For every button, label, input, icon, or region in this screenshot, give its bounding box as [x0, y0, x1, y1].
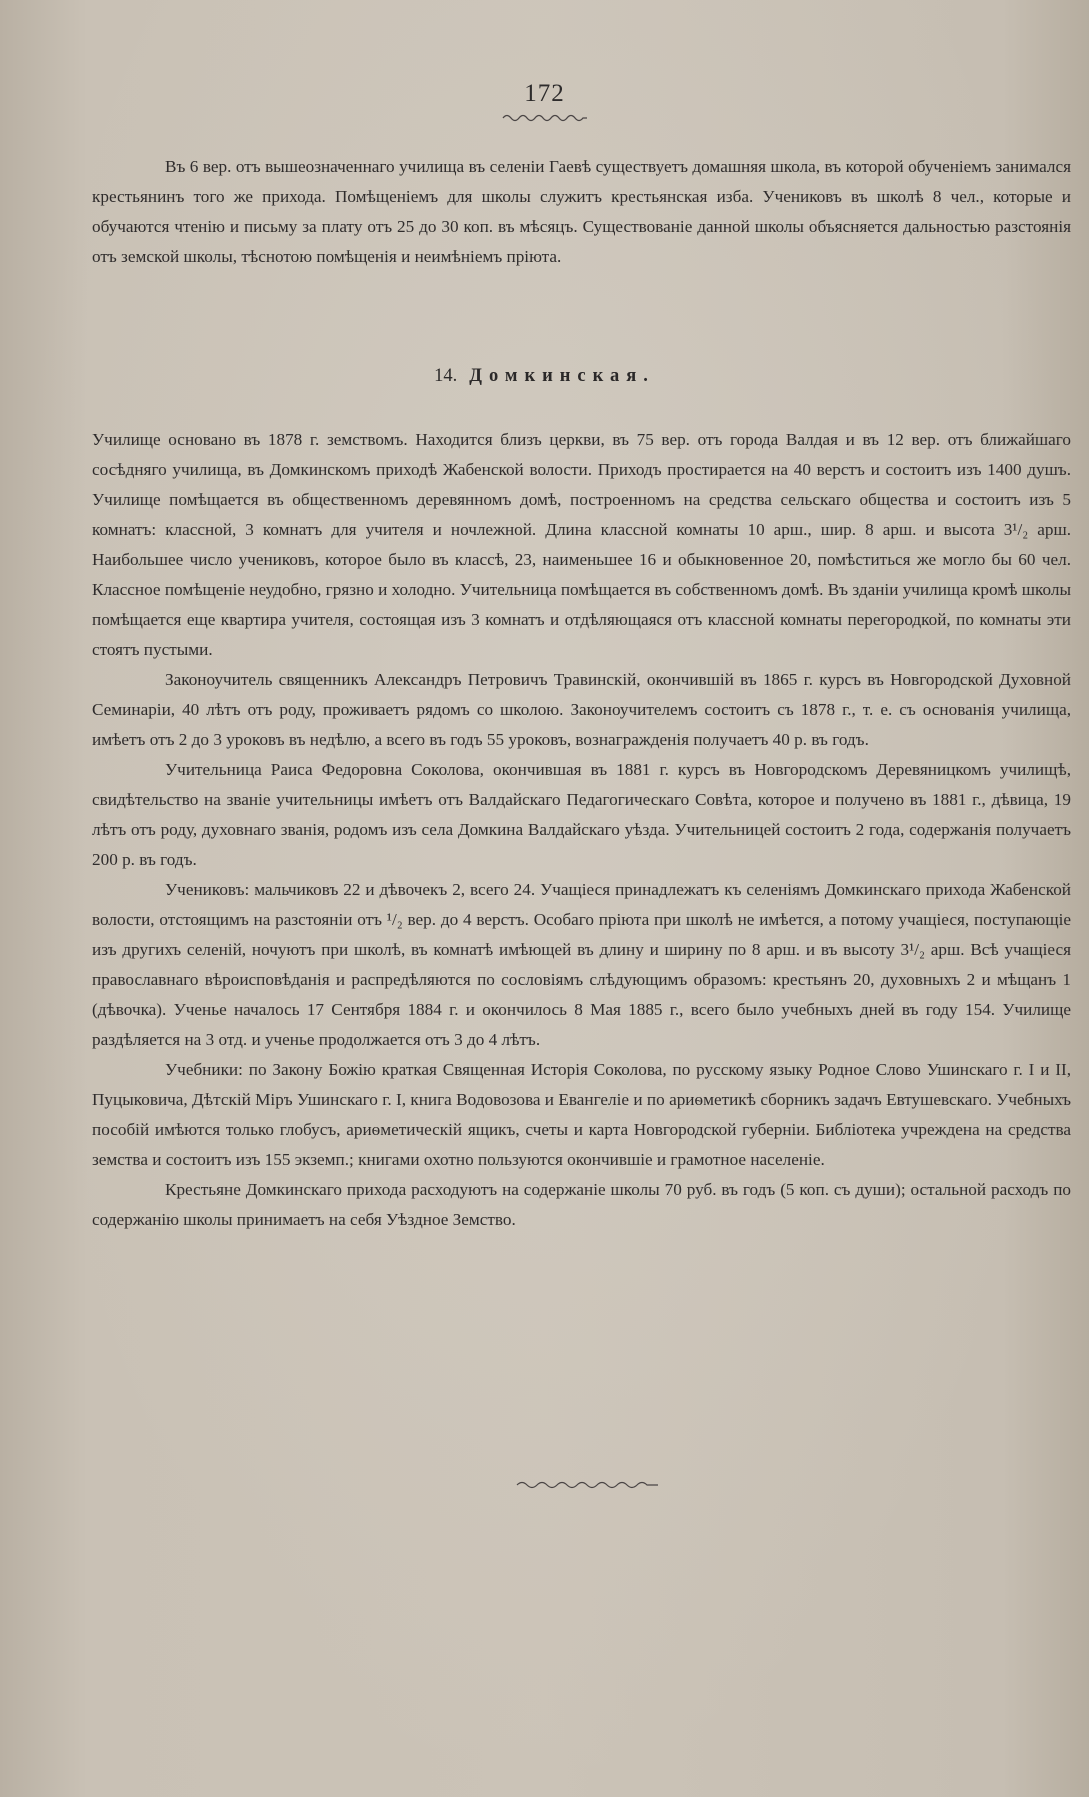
- paragraph-teacher: Учительница Раиса Федоровна Соколова, окончившая въ 1881 г. курсъ въ Новгородскомъ Деревяницкомъ училищѣ, свидѣтельство на званіе учительницы имѣетъ отъ Валдайскаго Педагогическаго Совѣта, которое и получено въ 1881 г., дѣвица, 19 лѣтъ отъ роду, духовнаго званія, родомъ изъ села Домкина Валдайскаго уѣзда. Учительницей состоитъ 2 года, содержанія получаетъ 200 р. въ годъ.: [92, 760, 1071, 869]
- paragraph-pupils: Учениковъ: мальчиковъ 22 и дѣвочекъ 2, всего 24. Учащіеся принадлежатъ къ селеніямъ Домкинскаго прихода Жабенской волости, отстоящимъ на разстояніи отъ ¹/₂ вер. до 4 верстъ. Особаго пріюта при школѣ не имѣется, а потому учащіеся, поступающіе изъ другихъ селеній, ночуютъ при школѣ, въ комнатѣ имѣющей въ длину и ширину по 8 арш. и въ высоту 3¹/₂ арш. Всѣ учащіеся православнаго вѣроисповѣданія и распредѣляются по сословіямъ слѣдующимъ образомъ: крестьянъ 20, духовныхъ 2 и мѣщанъ 1 (дѣвочка). Ученье началось 17 Сентября 1884 г. и окончилось 8 Мая 1885 г., всего было учебныхъ дней въ году 154. Училище раздѣляется на 3 отд. и ученье продолжается отъ 3 до 4 лѣтъ.: [92, 880, 1071, 1049]
- bottom-flourish-ornament: [516, 1478, 660, 1492]
- page-number: 172: [524, 80, 565, 107]
- paragraph-expenses: Крестьяне Домкинскаго прихода расходуютъ на содержаніе школы 70 руб. въ годъ (5 коп. съ души); остальной расходъ по содержанію школы принимаетъ на себя Уѣздное Земство.: [92, 1180, 1071, 1229]
- intro-section: [92, 152, 1071, 272]
- paragraph-textbooks: Учебники: по Закону Божію краткая Священная Исторія Соколова, по русскому языку Родное Слово Ушинскаго г. I и II, Пуцыковича, Дѣтскій Міръ Ушинскаго г. I, книга Водовозова и Евангеліе и по ариѳметикѣ сборникъ задачъ Евтушевскаго. Учебныхъ пособій имѣются только глобусъ, ариѳметическій ящикъ, счеты и карта Новгородской губерніи. Библіотека учреждена на средства земства и состоитъ изъ 155 экземп.; книгами охотно пользуются окончившіе и грамотное населеніе.: [92, 1060, 1071, 1169]
- top-flourish-ornament: [502, 112, 588, 124]
- paragraph-school-building: Училище основано въ 1878 г. земствомъ. Находится близъ церкви, въ 75 вер. отъ города Валдая и въ 12 вер. отъ ближайшаго сосѣдняго училища, въ Домкинскомъ приходѣ Жабенской волости. Приходъ простирается на 40 верстъ и состоитъ изъ 1400 душъ. Училище помѣщается въ общественномъ деревянномъ домѣ, построенномъ на средства сельскаго общества и состоитъ изъ 5 комнатъ: классной, 3 комнатъ для учителя и ночлежной. Длина классной комнаты 10 арш., шир. 8 арш. и высота 3¹/₂ арш. Наибольшее число учениковъ, которое было въ классѣ, 23, наименьшее 16 и обыкновенное 20, помѣститься же могло бы 60 чел. Классное помѣщеніе неудобно, грязно и холодно. Учительница помѣщается въ собственномъ домѣ. Въ зданіи училища кромѣ школы помѣщается еще квартира учителя, состоящая изъ 3 комнатъ и отдѣляющаяся отъ классной комнаты перегородкой, по комнаты эти стоятъ пустыми.: [92, 430, 1071, 659]
- paragraph-law-teacher: Законоучитель священникъ Александръ Петровичъ Травинскій, окончившій въ 1865 г. курсъ въ Новгородской Духовной Семинаріи, 40 лѣтъ отъ роду, проживаетъ рядомъ со школою. Законоучителемъ состоитъ съ 1878 г., т. е. съ основанія училища, имѣетъ отъ 2 до 3 уроковъ въ недѣлю, а всего въ годъ 55 уроковъ, вознагражденія получаетъ 40 р. въ годъ.: [92, 670, 1071, 749]
- intro-paragraph: Въ 6 вер. отъ вышеозначеннаго училища въ селеніи Гаевѣ существуетъ домашняя школа, въ которой обученіемъ занимался крестьянинъ того же прихода. Помѣщеніемъ для школы служитъ крестьянская изба. Учениковъ въ школѣ 8 чел., которые и обучаются чтенію и письму за плату отъ 25 до 30 коп. въ мѣсяцъ. Существованіе данной школы объясняется дальностью разстоянія отъ земской школы, тѣснотою помѣщенія и неимѣніемъ пріюта.: [92, 157, 1071, 266]
- section-number: 14.: [434, 366, 458, 386]
- section-title: Домкинская.: [469, 366, 655, 386]
- section-body: [92, 425, 1071, 1235]
- section-heading: [0, 366, 1089, 387]
